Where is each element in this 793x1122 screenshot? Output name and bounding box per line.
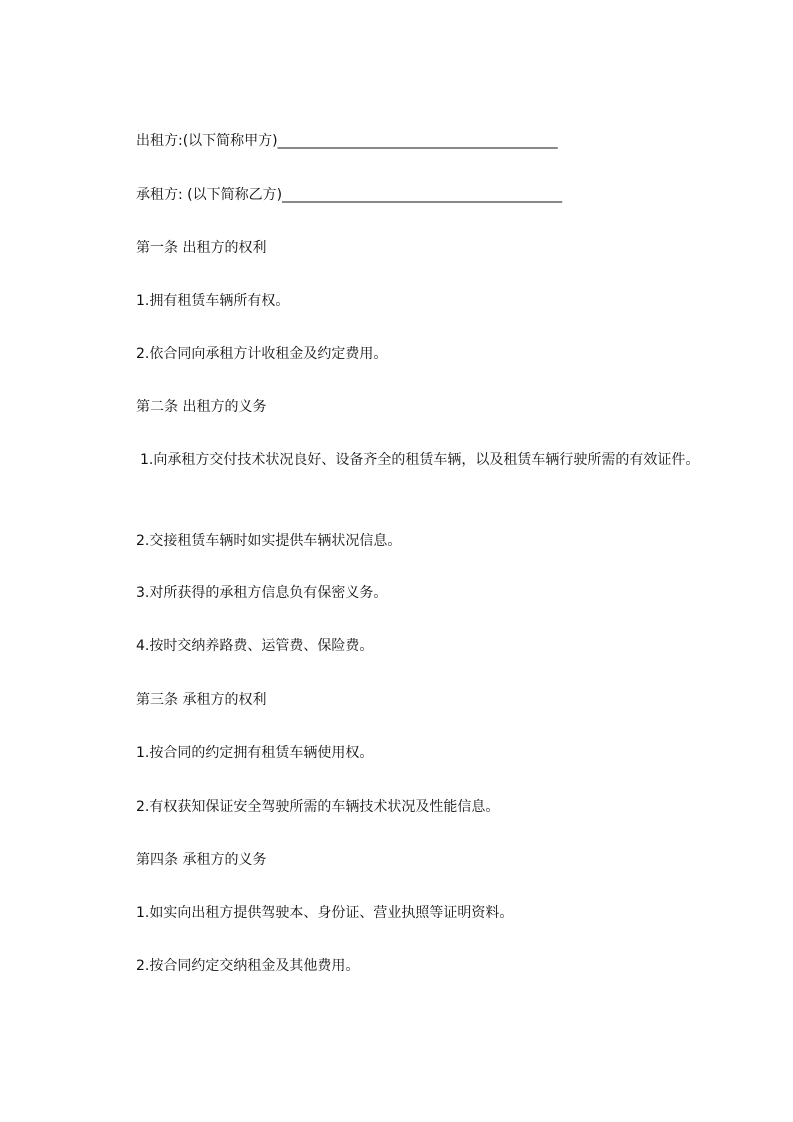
lessor-line: 出租方:(以下简称甲方)________________________________________ <box>136 133 558 149</box>
article2-item2: 2.交接租赁车辆时如实提供车辆状况信息。 <box>136 533 402 549</box>
article1-item1: 1.拥有租赁车辆所有权。 <box>136 293 290 309</box>
article3-item2: 2.有权获知保证安全驾驶所需的车辆技术状况及性能信息。 <box>136 799 500 815</box>
article1-heading: 第一条 出租方的权利 <box>136 240 267 256</box>
article4-heading: 第四条 承租方的义务 <box>136 852 267 868</box>
article3-heading: 第三条 承租方的权利 <box>136 692 267 708</box>
article2-item1: 1.向承租方交付技术状况良好、设备齐全的租赁车辆，以及租赁车辆行驶所需的有效证件。 <box>140 452 700 468</box>
article4-item2: 2.按合同约定交纳租金及其他费用。 <box>136 958 360 974</box>
article2-heading: 第二条 出租方的义务 <box>136 399 267 415</box>
article1-item2: 2.依合同向承租方计收租金及约定费用。 <box>136 346 388 362</box>
article2-item4: 4.按时交纳养路费、运管费、保险费。 <box>136 638 374 654</box>
lessee-line: 承租方: (以下简称乙方)________________________________________ <box>136 187 563 203</box>
article2-item3: 3.对所获得的承租方信息负有保密义务。 <box>136 585 388 601</box>
article4-item1: 1.如实向出租方提供驾驶本、身份证、营业执照等证明资料。 <box>136 905 514 921</box>
article3-item1: 1.按合同的约定拥有租赁车辆使用权。 <box>136 745 374 761</box>
